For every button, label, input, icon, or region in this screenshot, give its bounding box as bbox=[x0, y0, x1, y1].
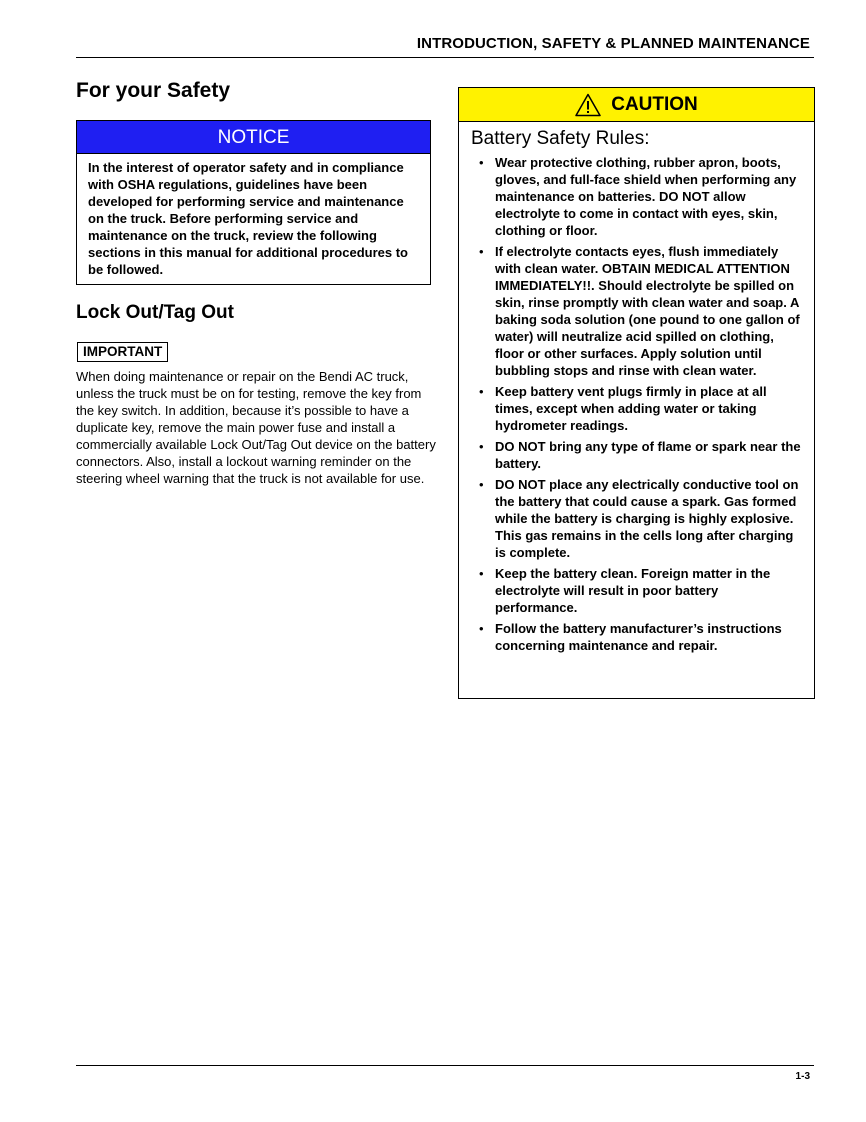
notice-box bbox=[76, 120, 431, 285]
caution-box bbox=[458, 87, 815, 699]
caution-header bbox=[459, 88, 814, 122]
caution-label: CAUTION bbox=[611, 93, 698, 115]
caution-subtitle: Battery Safety Rules: bbox=[471, 128, 650, 149]
header-title: INTRODUCTION, SAFETY & PLANNED MAINTENANCE bbox=[416, 35, 810, 52]
caution-item: • DO NOT place any electrically conductive tool on the battery that could cause a spark. Gas formed while the battery is charging is highly explosive. This gas remains in the cells long after charging is complete. bbox=[495, 476, 804, 561]
section-title: For your Safety bbox=[76, 79, 231, 102]
caution-item: • DO NOT bring any type of flame or spark near the battery. bbox=[495, 438, 804, 472]
important-badge: IMPORTANT bbox=[77, 342, 168, 362]
caution-item: • Follow the battery manufacturer’s instructions concerning maintenance and repair. bbox=[495, 620, 804, 654]
footer-divider bbox=[76, 1065, 814, 1066]
page-number: 1-3 bbox=[795, 1071, 810, 1082]
caution-item: • If electrolyte contacts eyes, flush immediately with clean water. OBTAIN MEDICAL ATTENTION IMMEDIATELY!!. Should electrolyte be spilled on skin, rinse promptly with clean water and soap. A baking soda solution (one pound to one gallon of water) will neutralize acid spilled on clothing, floor or other surfaces. Apply solution until bubbling stops and rinse with clean water. bbox=[495, 243, 804, 379]
caution-item: • Wear protective clothing, rubber apron, boots, gloves, and full-face shield when performing any maintenance on batteries. DO NOT allow electrolyte to come in contact with eyes, skin, clothing or floor. bbox=[495, 154, 804, 239]
notice-text: In the interest of operator safety and in compliance with OSHA regulations, guidelines have been developed for performing service and maintenance on the truck. Before performing service and maintenance on the truck, review the following sections in this manual for additional procedures to be followed. bbox=[88, 160, 408, 277]
header-divider bbox=[76, 57, 814, 58]
lockout-title: Lock Out/Tag Out bbox=[76, 302, 234, 323]
lockout-text: When doing maintenance or repair on the Bendi AC truck, unless the truck must be on for testing, remove the key from the key switch. In addition, because it’s possible to have a duplicate key, remove the main power fuse and install a commercially available Lock Out/Tag Out device on the battery connectors. Also, install a lockout warning reminder on the steering wheel warning that the truck is not available for use. bbox=[76, 369, 436, 486]
caution-item: • Keep battery vent plugs firmly in place at all times, except when adding water or taking hydrometer readings. bbox=[495, 383, 804, 434]
notice-header: NOTICE bbox=[77, 121, 430, 154]
warning-triangle-icon bbox=[575, 93, 601, 117]
caution-item: • Keep the battery clean. Foreign matter in the electrolyte will result in poor battery performance. bbox=[495, 565, 804, 616]
caution-list bbox=[459, 154, 814, 654]
